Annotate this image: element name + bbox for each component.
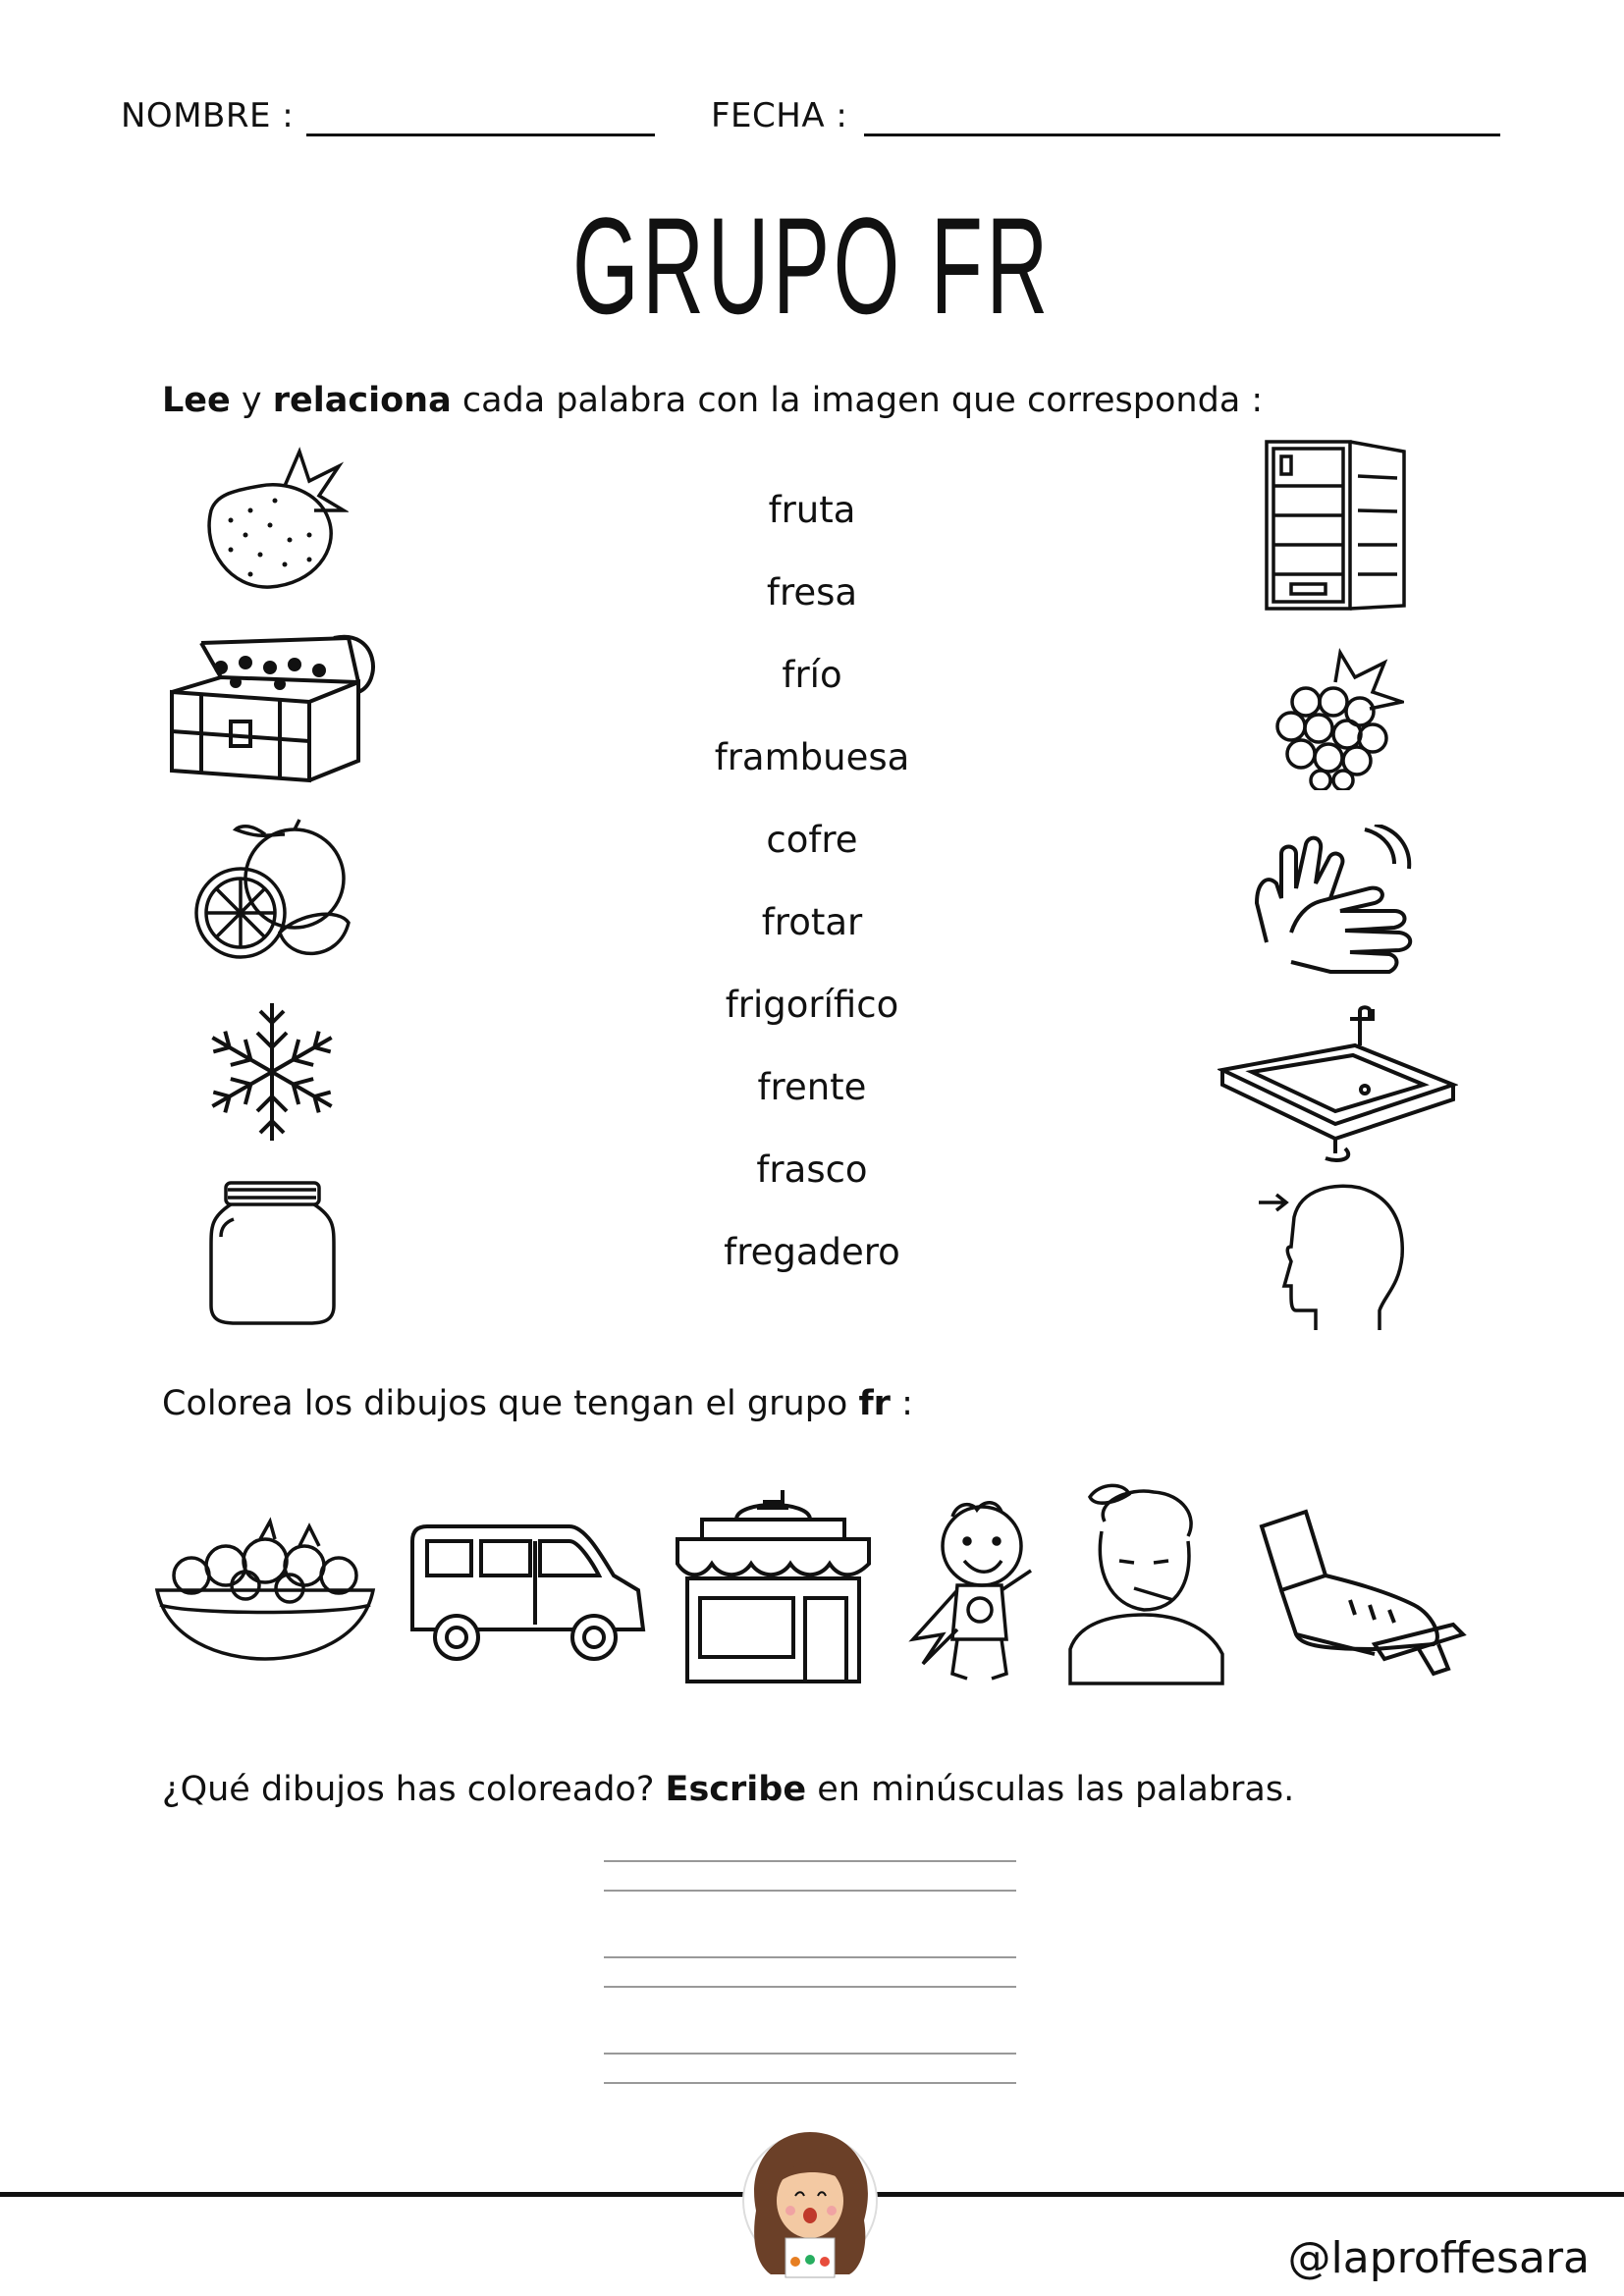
word-item: frambuesa — [714, 736, 910, 778]
writing-line[interactable] — [604, 1986, 1016, 1988]
rubbing-hands-icon — [1252, 825, 1424, 977]
instruction-bold-relaciona: relaciona — [272, 381, 452, 420]
writing-line[interactable] — [604, 1860, 1016, 1862]
teacher-avatar-icon — [741, 2122, 879, 2289]
jar-icon — [206, 1178, 339, 1325]
word-item: fresa — [766, 571, 858, 614]
word-item: fruta — [768, 489, 856, 531]
word-item: fregadero — [724, 1231, 900, 1273]
nombre-field[interactable] — [306, 133, 655, 136]
hero-kid-icon[interactable] — [903, 1492, 1051, 1688]
instruction-rest: cada palabra con la imagen que corresponda : — [451, 381, 1264, 420]
raspberry-icon — [1267, 648, 1404, 790]
strawberry-icon — [191, 442, 349, 594]
instruction-color-end: : — [890, 1384, 913, 1423]
word-item: frente — [757, 1066, 867, 1108]
instruction-bold-lee: Lee — [162, 381, 231, 420]
writing-line[interactable] — [604, 2082, 1016, 2084]
instruction-write — [162, 1770, 1294, 1809]
forehead-icon — [1257, 1178, 1409, 1335]
brake-pedal-icon[interactable] — [1257, 1507, 1468, 1679]
fruit-bowl-icon[interactable] — [152, 1512, 378, 1664]
instruction-write-bold: Escribe — [665, 1770, 807, 1809]
van-icon[interactable] — [403, 1522, 648, 1664]
page-title: GRUPO FR — [572, 188, 1052, 343]
word-item: frío — [782, 654, 842, 696]
writing-line[interactable] — [604, 2053, 1016, 2055]
nombre-label: NOMBRE : — [121, 96, 295, 135]
instruction-write-start: ¿Qué dibujos has coloreado? — [162, 1770, 666, 1809]
word-item: frigorífico — [725, 984, 899, 1026]
shop-icon[interactable] — [673, 1490, 874, 1686]
word-item: frasco — [756, 1148, 868, 1191]
fecha-label: FECHA : — [711, 96, 848, 135]
fridge-icon — [1262, 437, 1409, 614]
treasure-chest-icon — [162, 623, 378, 785]
author-handle: @laproffesara — [1287, 2233, 1590, 2283]
instruction-color-start: Colorea los dibujos que tengan el grupo — [162, 1384, 859, 1423]
word-item: frotar — [761, 901, 863, 943]
writing-line[interactable] — [604, 1890, 1016, 1892]
instruction-write-end: en minúsculas las palabras. — [806, 1770, 1295, 1809]
word-item: cofre — [766, 819, 858, 861]
writing-line[interactable] — [604, 1956, 1016, 1958]
instruction-match — [162, 381, 1263, 420]
instruction-color-bold: fr — [858, 1384, 891, 1423]
sick-boy-icon[interactable] — [1060, 1482, 1227, 1688]
sink-icon — [1218, 1001, 1458, 1163]
instruction-y: y — [230, 381, 273, 420]
snowflake-icon — [196, 996, 349, 1148]
instruction-color — [162, 1384, 913, 1423]
fecha-field[interactable] — [864, 133, 1500, 136]
orange-fruit-icon — [191, 815, 358, 967]
